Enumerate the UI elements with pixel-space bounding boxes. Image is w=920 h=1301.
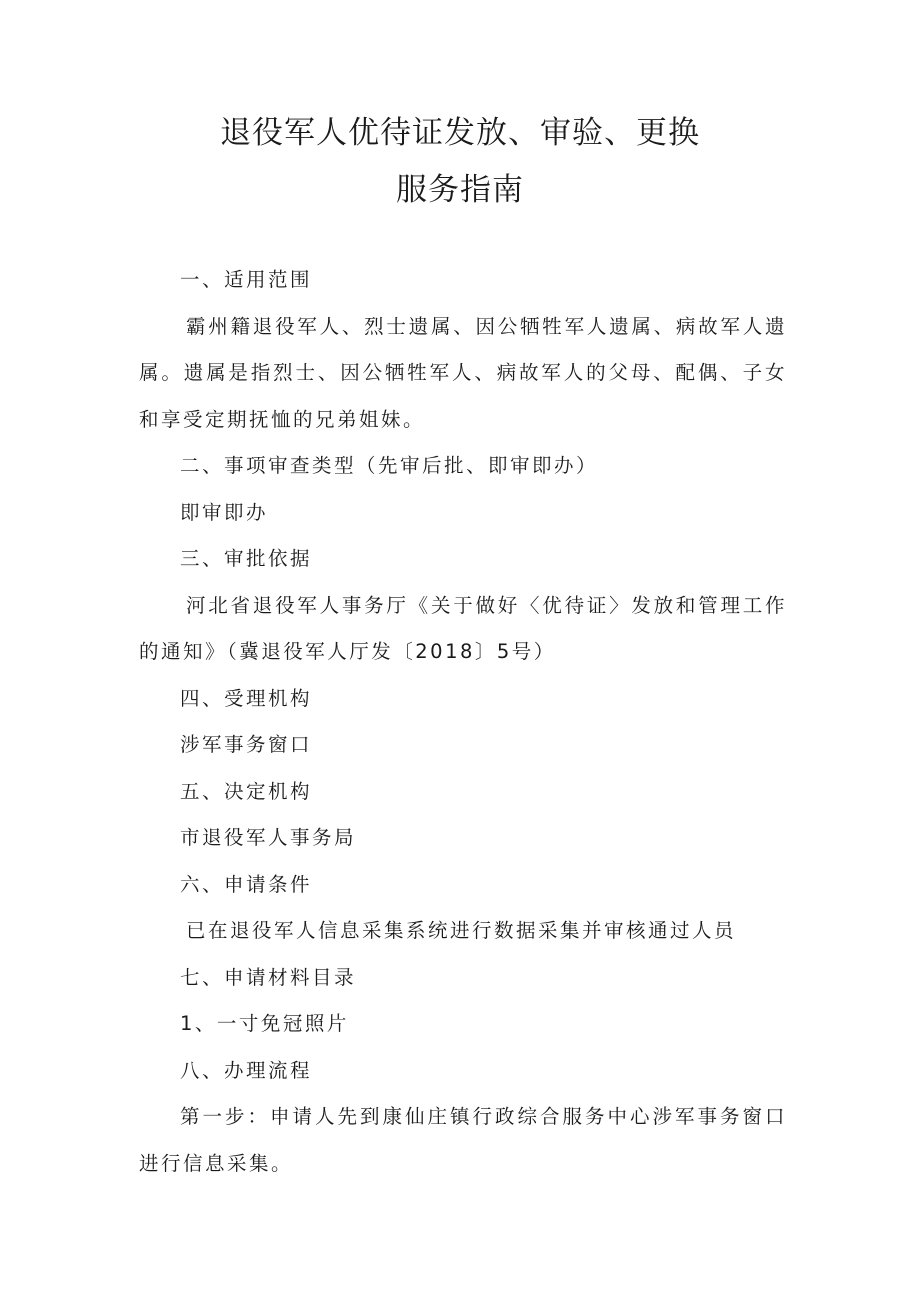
section-heading-legal-basis: 三、审批依据 <box>180 547 313 570</box>
paragraph-review-type: 即审即办 <box>180 500 269 524</box>
document-body <box>139 257 787 1187</box>
section-heading-accepting-agency: 四、受理机构 <box>180 686 313 710</box>
document-title-line-1: 退役军人优待证发放、审验、更换 <box>220 115 700 151</box>
paragraph-scope: 霸州籍退役军人、烈士遗属、因公牺牲军人遗属、病故军人遗属。遗属是指烈士、因公牺牲军人、病故军人的父母、配偶、子女和享受定期抚恤的兄弟姐妹。 <box>139 314 787 431</box>
paragraph-conditions: 已在退役军人信息采集系统进行数据采集并审核通过人员 <box>186 919 737 942</box>
section-heading-deciding-agency: 五、决定机构 <box>180 779 313 803</box>
section-heading-review-type: 二、事项审查类型（先审后批、即审即办） <box>180 454 599 477</box>
paragraph-accepting-agency: 涉军事务窗口 <box>180 733 313 756</box>
section-heading-process: 八、办理流程 <box>180 1058 313 1082</box>
paragraph-process-step-1: 第一步：申请人先到康仙庄镇行政综合服务中心涉军事务窗口进行信息采集。 <box>139 1105 787 1175</box>
paragraph-deciding-agency: 市退役军人事务局 <box>180 826 357 849</box>
section-heading-scope: 一、适用范围 <box>180 268 313 291</box>
section-heading-materials: 七、申请材料目录 <box>180 965 357 989</box>
paragraph-legal-basis: 河北省退役军人事务厅《关于做好〈优待证〉发放和管理工作的通知》（冀退役军人厅发〔2018〕5号） <box>139 593 787 663</box>
paragraph-materials: 1、一寸免冠照片 <box>180 1012 349 1035</box>
document-title-line-2: 服务指南 <box>396 172 524 208</box>
section-heading-conditions: 六、申请条件 <box>180 872 313 896</box>
